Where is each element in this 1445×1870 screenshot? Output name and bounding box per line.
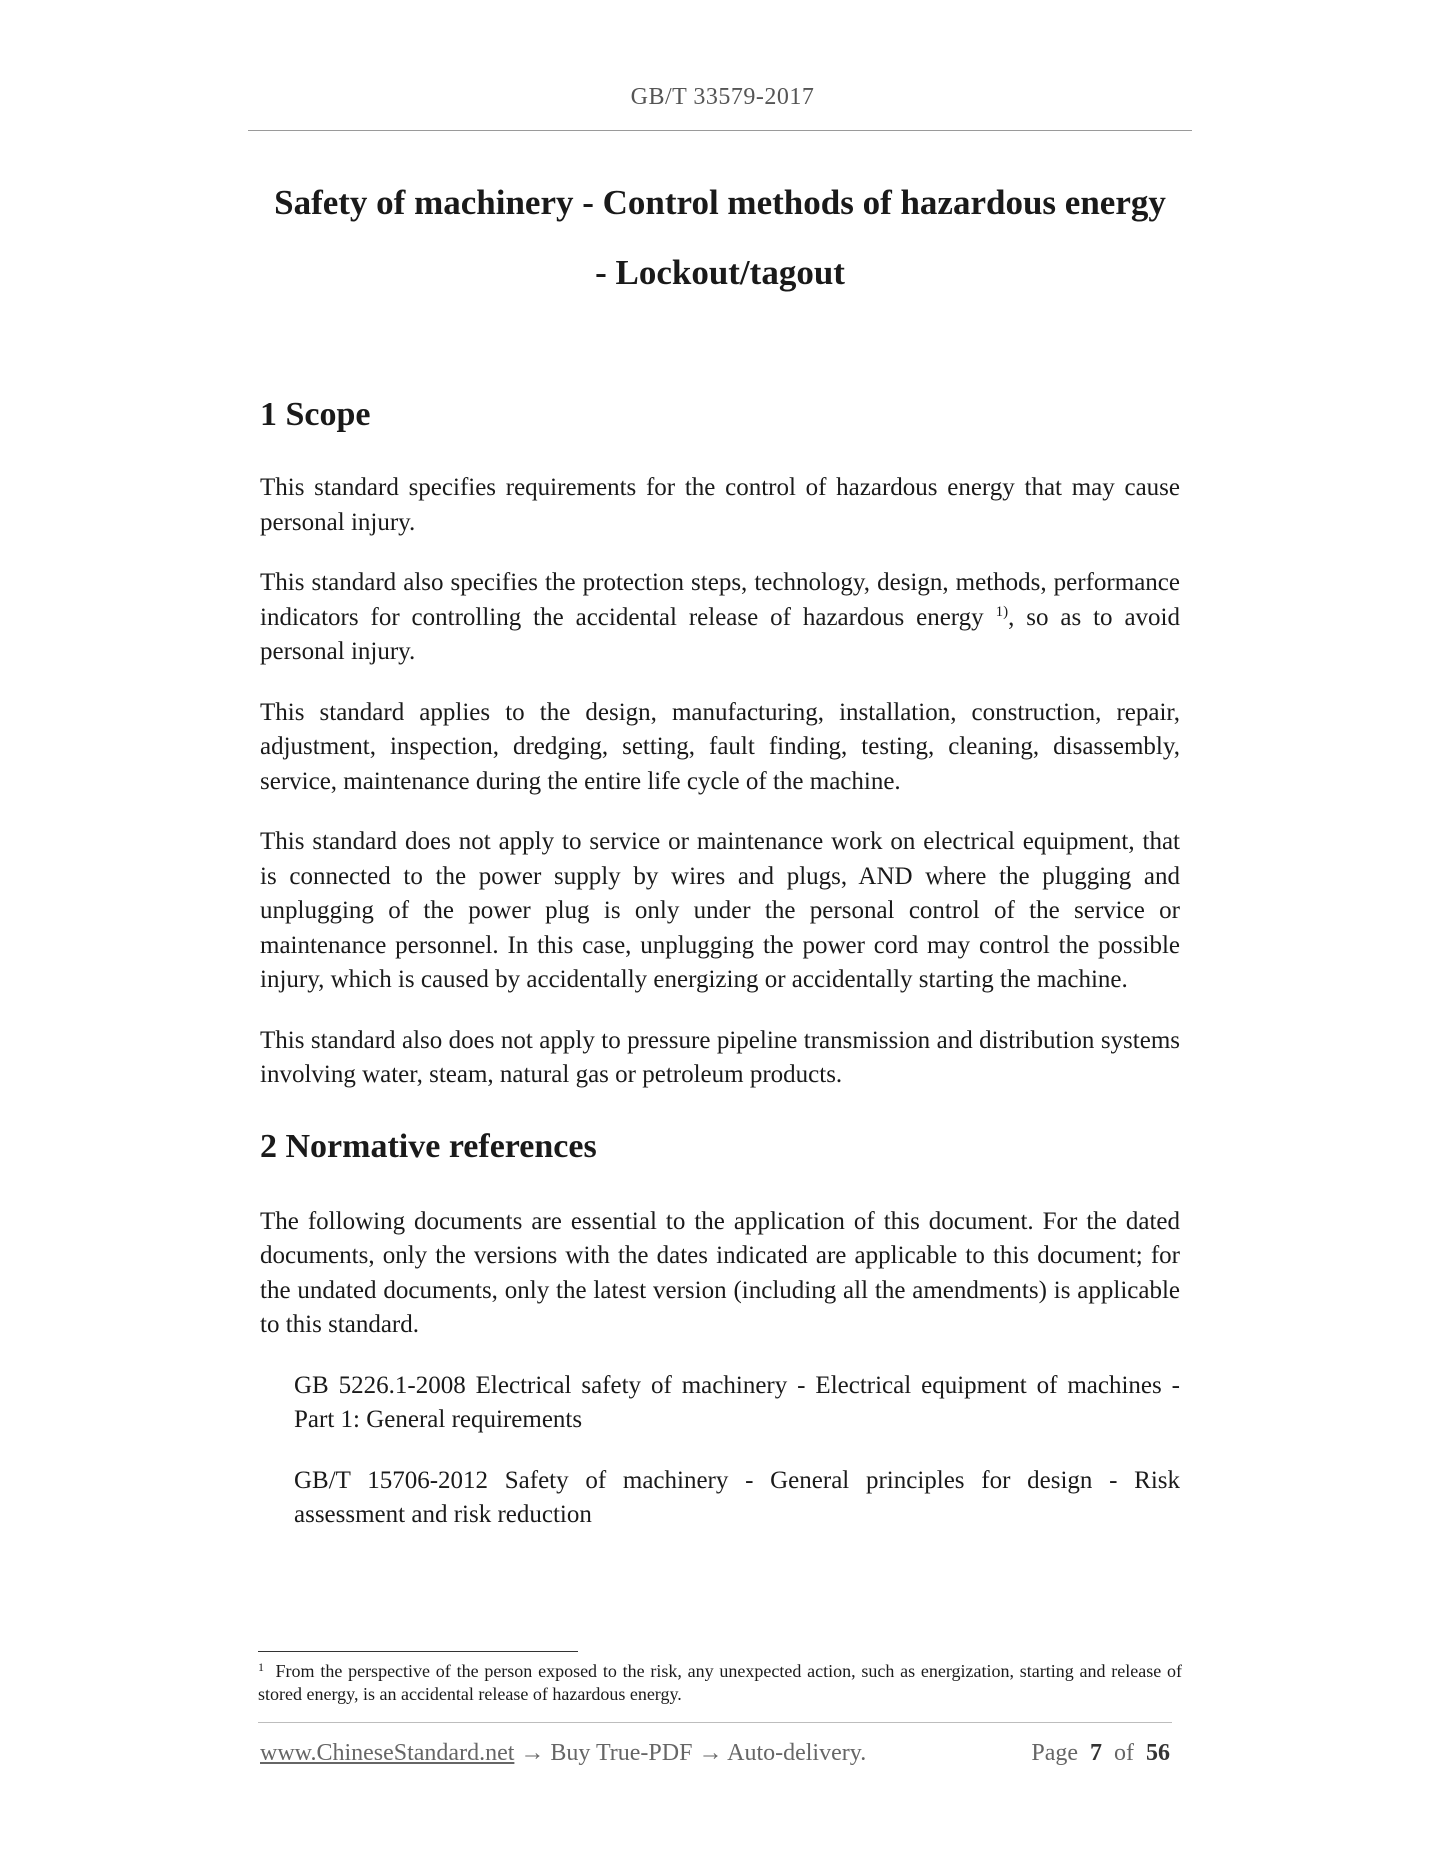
header-doc-code: GB/T 33579-2017 xyxy=(630,84,815,110)
website-link[interactable]: www.ChineseStandard.net xyxy=(260,1740,515,1766)
document-title xyxy=(248,168,1192,308)
footer-tagline: → Buy True-PDF → Auto-delivery. xyxy=(520,1740,867,1766)
scope-paragraph-3: This standard applies to the design, manufacturing, installation, construction, repair, adjustment, inspection, dredging, setting, fault finding, testing, cleaning, disassembly, service, maintenance during the entire life cycle of the machine. xyxy=(260,698,1180,795)
page-total: 56 xyxy=(1146,1740,1170,1766)
header-divider xyxy=(248,130,1192,131)
page-number xyxy=(1031,1740,1170,1767)
normative-intro-paragraph: The following documents are essential to the application of this document. For the dated documents, only the versions with the dates indicated are applicable to this document; for the undated documents, only the latest version (including all the amendments) is applicable to this standard. xyxy=(260,1207,1180,1338)
page-current: 7 xyxy=(1090,1740,1102,1766)
scope-paragraph-2 xyxy=(260,566,1180,670)
reference-item: GB 5226.1-2008 Electrical safety of machinery - Electrical equipment of machines - Part 1: General requirements xyxy=(294,1371,1180,1433)
footer-divider xyxy=(258,1722,1172,1723)
footnote-divider xyxy=(258,1651,578,1652)
of-label: of xyxy=(1114,1740,1134,1766)
title-line-2: - Lockout/tagout xyxy=(595,253,845,292)
scope-paragraph-1: This standard specifies requirements for the control of hazardous energy that may cause personal injury. xyxy=(260,474,1180,536)
section-heading-scope: 1 Scope xyxy=(260,396,371,433)
footnote-reference[interactable]: 1) xyxy=(995,603,1009,620)
title-line-1: Safety of machinery - Control methods of hazardous energy xyxy=(274,183,1166,222)
footnote xyxy=(258,1660,1182,1706)
footnote-text: From the perspective of the person exposed to the risk, any unexpected action, such as energization, starting and release of stored energy, is an accidental release of hazardous energy. xyxy=(258,1661,1182,1704)
footnote-marker: 1 xyxy=(258,1660,264,1674)
page-label: Page xyxy=(1031,1740,1078,1766)
scope-paragraph-4: This standard does not apply to service or maintenance work on electrical equipment, that is connected to the power supply by wires and plugs, AND where the plugging and unplugging of the power plug is only under the personal control of the service or maintenance personnel. In this case, unplugging the power cord may control the possible injury, which is caused by accidentally energizing or accidentally starting the machine. xyxy=(260,828,1180,993)
section-heading-normative-references: 2 Normative references xyxy=(260,1127,597,1165)
document-body xyxy=(260,395,1180,1559)
reference-item: GB/T 15706-2012 Safety of machinery - General principles for design - Risk assessment and risk reduction xyxy=(294,1466,1180,1528)
page-footer xyxy=(260,1740,1170,1767)
footer-promo xyxy=(260,1740,866,1767)
scope-paragraph-5: This standard also does not apply to pressure pipeline transmission and distribution systems involving water, steam, natural gas or petroleum products. xyxy=(260,1026,1180,1088)
scope-paragraph-2-text: This standard also specifies the protection steps, technology, design, methods, performance indicators for controlling the accidental release of hazardous energy xyxy=(260,569,1180,631)
scope-paragraph-2-tail: , so as to avoid personal injury. xyxy=(260,603,1180,665)
